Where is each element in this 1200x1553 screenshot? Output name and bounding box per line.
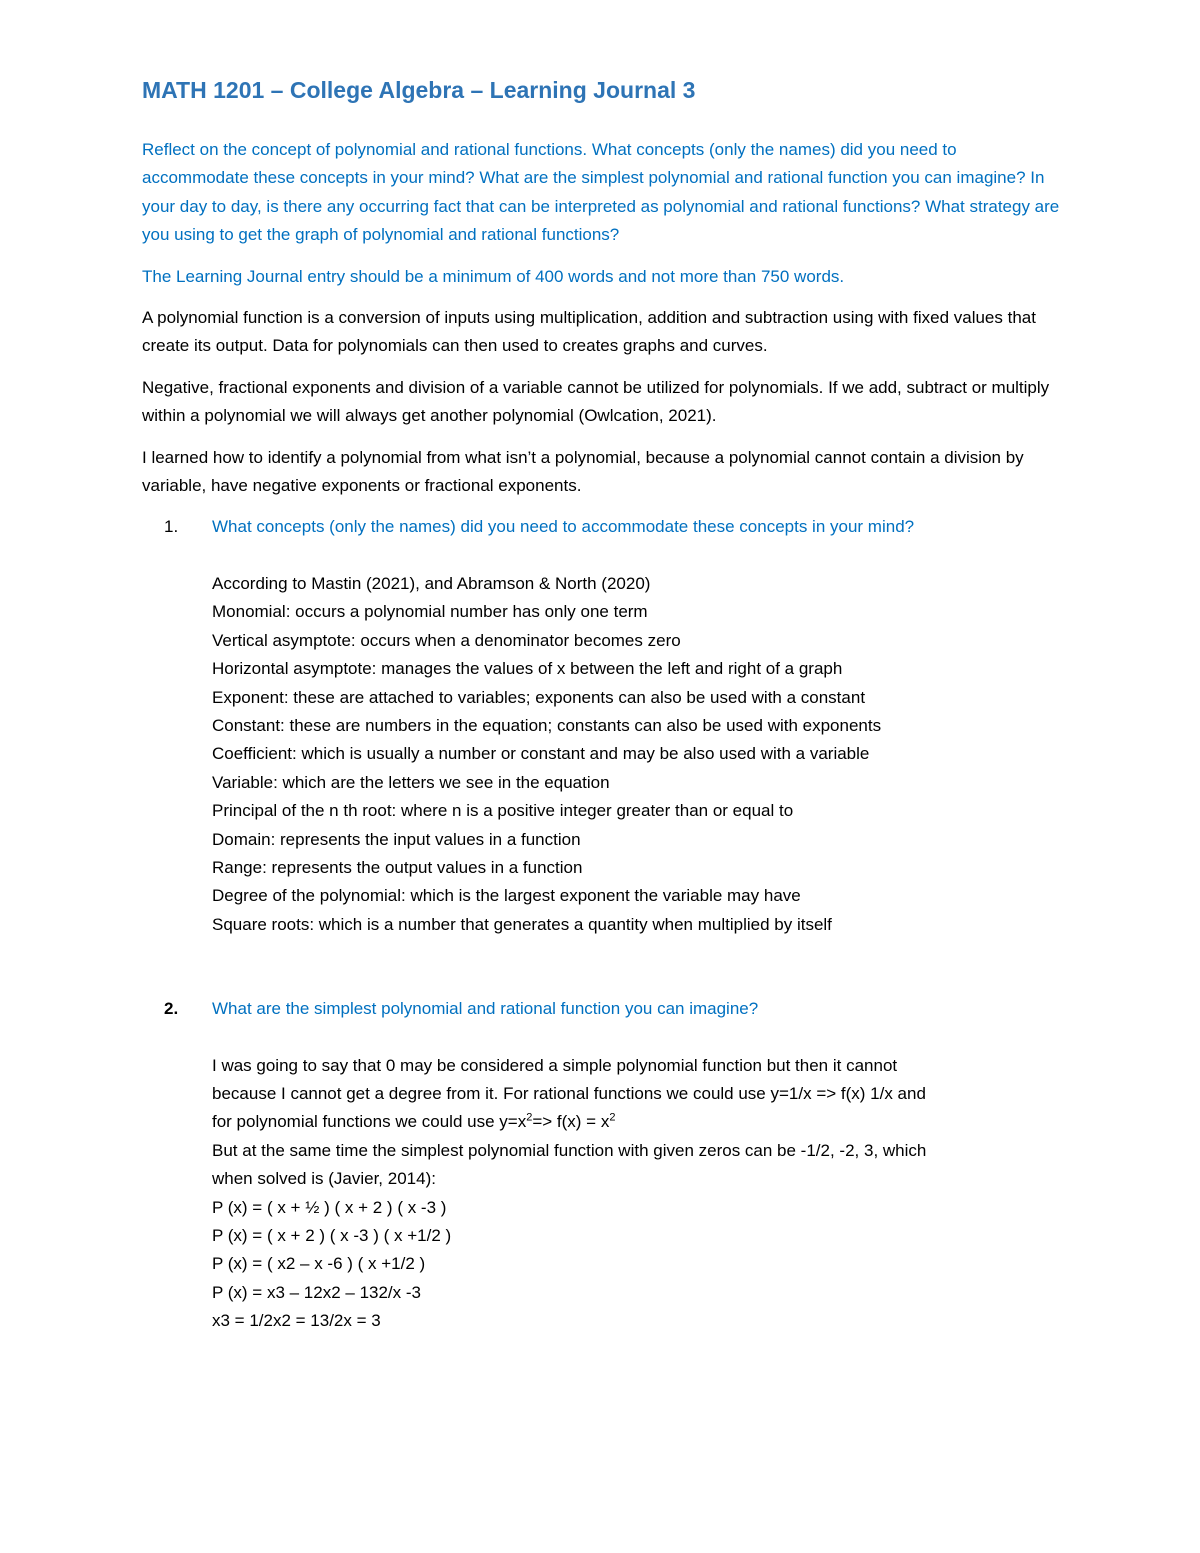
concept-vertical-asymptote: Vertical asymptote: occurs when a denominator becomes zero [212,630,681,650]
question-1-text: What concepts (only the names) did you need to accommodate these concepts in your mind? [212,517,915,537]
equation-5: x3 = 1/2x2 = 13/2x = 3 [212,1311,381,1331]
equation-1: P (x) = ( x + ½ ) ( x + 2 ) ( x -3 ) [212,1197,447,1217]
concept-square-roots: Square roots: which is a number that generates a quantity when multiplied by itself [212,914,832,934]
question-2-answer [142,1052,1062,1336]
document-page [142,72,1062,1336]
concept-range: Range: represents the output values in a function [212,857,583,877]
document-title: MATH 1201 – College Algebra – Learning Journal 3 [142,77,696,103]
question-2-heading [142,995,1062,1023]
answer-line-4: But at the same time the simplest polynomial function with given zeros can be -1/2, -2, 3, which [212,1140,927,1160]
journal-prompt: Reflect on the concept of polynomial and rational functions. What concepts (only the names) did you need to accommodate these concepts in your mind? What are the simplest polynomial and rational function you can imagine? In your day to day, is there any occurring fact that can be interpreted as polynomial and rational functions? What strategy are you using to get the graph of polynomial and rational functions? [142,140,1060,245]
paragraph-polynomial-definition: A polynomial function is a conversion of inputs using multiplication, addition and subtraction using with fixed values that create its output. Data for polynomials can then used to creates graphs and curves. [142,308,1036,356]
concept-nth-root: Principal of the n th root: where n is a positive integer greater than or equal to [212,801,794,821]
answer-line-5: when solved is (Javier, 2014): [212,1169,436,1189]
answer-line-3-mid: => f(x) = x [532,1112,610,1132]
concept-degree: Degree of the polynomial: which is the largest exponent the variable may have [212,886,801,906]
concept-list [142,570,1062,939]
answer-line-1: I was going to say that 0 may be considered a simple polynomial function but then it cannot [212,1055,898,1075]
question-1-number: 1. [164,517,179,537]
paragraph-polynomial-rules: Negative, fractional exponents and division of a variable cannot be utilized for polynomials. If we add, subtract or multiply within a polynomial we will always get another polynomial (Owlcation, 2021). [142,377,1050,426]
equation-2: P (x) = ( x + 2 ) ( x -3 ) ( x +1/2 ) [212,1226,452,1245]
superscript-2: 2 [526,1111,533,1124]
concept-variable: Variable: which are the letters we see in the equation [212,772,610,792]
answer-line-3 [212,1108,1062,1136]
concept-list-source: According to Mastin (2021), and Abramson & North (2020) [212,573,651,593]
question-2-number: 2. [164,999,179,1019]
question-2-text: What are the simplest polynomial and rational function you can imagine? [212,999,759,1019]
concept-exponent: Exponent: these are attached to variables; exponents can also be used with a constant [212,687,866,707]
word-count-requirement: The Learning Journal entry should be a minimum of 400 words and not more than 750 words. [142,266,845,286]
concept-coefficient: Coefficient: which is usually a number or constant and may be also used with a variable [212,744,870,764]
equation-3: P (x) = ( x2 – x -6 ) ( x +1/2 ) [212,1254,426,1274]
answer-line-2: because I cannot get a degree from it. For rational functions we could use y=1/x => f(x) 1/x and [212,1083,926,1103]
answer-line-3-pre: for polynomial functions we could use y=x [212,1112,527,1132]
concept-monomial: Monomial: occurs a polynomial number has only one term [212,602,648,622]
question-1-block [142,513,1062,939]
superscript-2: 2 [609,1111,616,1124]
concept-horizontal-asymptote: Horizontal asymptote: manages the values of x between the left and right of a graph [212,659,843,679]
concept-constant: Constant: these are numbers in the equation; constants can also be used with exponents [212,715,882,735]
question-1-heading [142,513,1062,541]
paragraph-identification: I learned how to identify a polynomial from what isn’t a polynomial, because a polynomial cannot contain a division by variable, have negative exponents or fractional exponents. [142,447,1024,496]
question-2-block [142,995,1062,1335]
equation-4: P (x) = x3 – 12x2 – 132/x -3 [212,1282,421,1302]
concept-domain: Domain: represents the input values in a function [212,829,581,849]
